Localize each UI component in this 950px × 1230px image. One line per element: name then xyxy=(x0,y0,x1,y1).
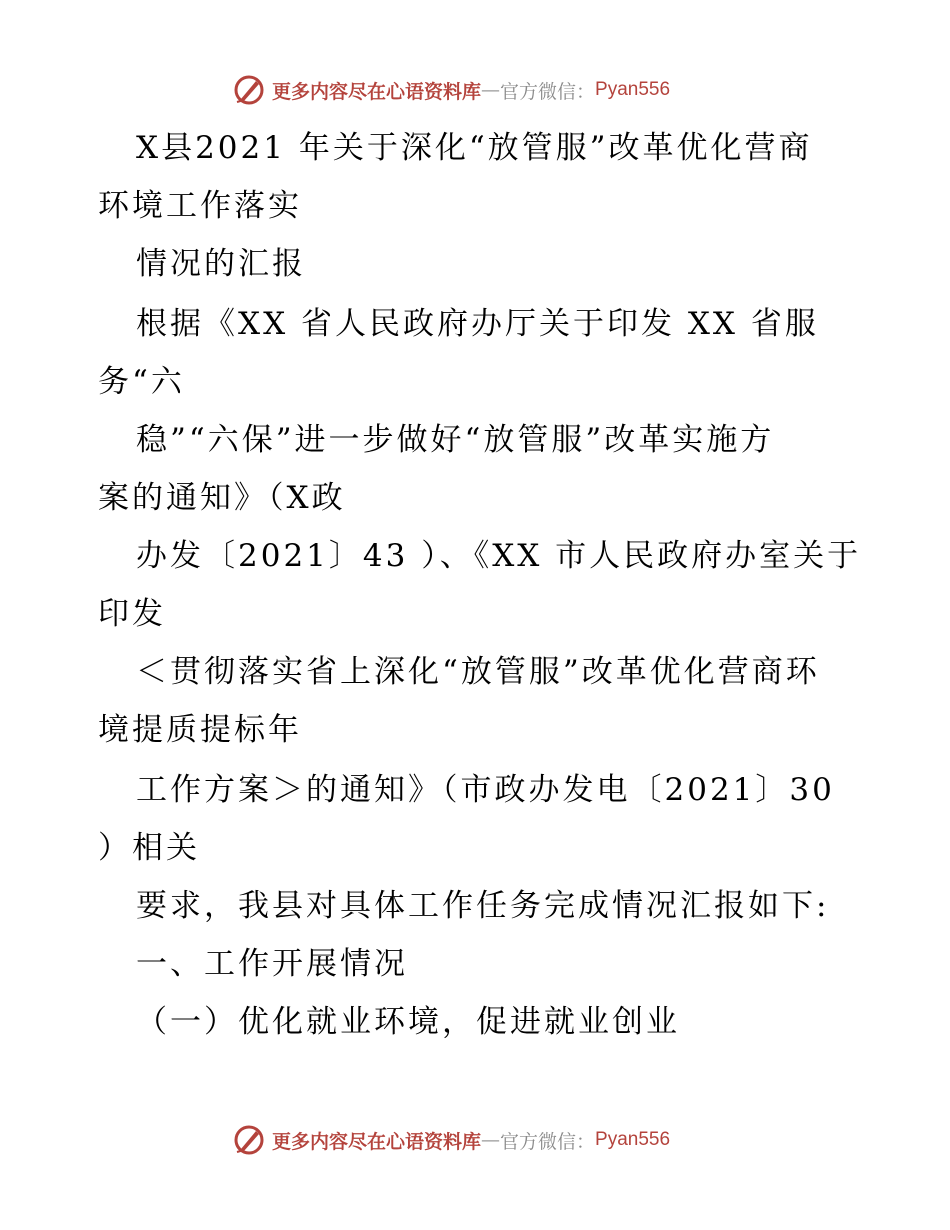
watermark-id: Pyan556 xyxy=(595,1129,671,1150)
doc-line-14: 要求，我县对具体工作任务完成情况汇报如下: xyxy=(136,888,830,924)
header-watermark xyxy=(232,72,670,108)
doc-line-4: 根据《XX 省人民政府办厅关于印发 XX 省服 xyxy=(136,306,819,342)
doc-line-title-2: 环境工作落实 xyxy=(98,188,302,224)
watermark-text: 更多内容尽在心语资料库 xyxy=(272,1130,482,1153)
watermark-label: 官方微信： xyxy=(500,80,596,103)
doc-line-6: 稳”“六保”进一步做好“放管服”改革实施方 xyxy=(136,422,775,458)
watermark-dash: — xyxy=(481,1129,501,1151)
doc-line-12: 工作方案＞的通知》（市政办发电〔2021〕30 xyxy=(136,772,835,808)
watermark-text: 更多内容尽在心语资料库 xyxy=(272,80,482,103)
watermark-dash: — xyxy=(481,79,501,101)
doc-line-10: ＜贯彻落实省上深化“放管服”改革优化营商环 xyxy=(136,654,820,690)
doc-line-subsection-heading: （一）优化就业环境，促进就业创业 xyxy=(136,1004,680,1040)
doc-line-5: 务“六 xyxy=(98,364,185,400)
doc-line-8: 办发〔2021〕43 ）、《XX 市人民政府办室关于 xyxy=(136,538,862,574)
doc-line-7: 案的通知》（X政 xyxy=(98,480,346,516)
quill-pen-logo-icon xyxy=(232,73,266,107)
doc-line-section-heading: 一、工作开展情况 xyxy=(136,946,408,982)
footer-watermark xyxy=(232,1122,670,1158)
doc-line-title-1: X县2021 年关于深化“放管服”改革优化营商 xyxy=(136,130,813,166)
watermark-id: Pyan556 xyxy=(595,79,671,100)
doc-line-13: ）相关 xyxy=(98,830,200,866)
doc-line-9: 印发 xyxy=(98,596,166,632)
doc-line-title-3: 情况的汇报 xyxy=(136,246,306,282)
doc-line-11: 境提质提标年 xyxy=(98,712,302,748)
watermark-label: 官方微信： xyxy=(500,1130,596,1153)
quill-pen-logo-icon xyxy=(232,1123,266,1157)
